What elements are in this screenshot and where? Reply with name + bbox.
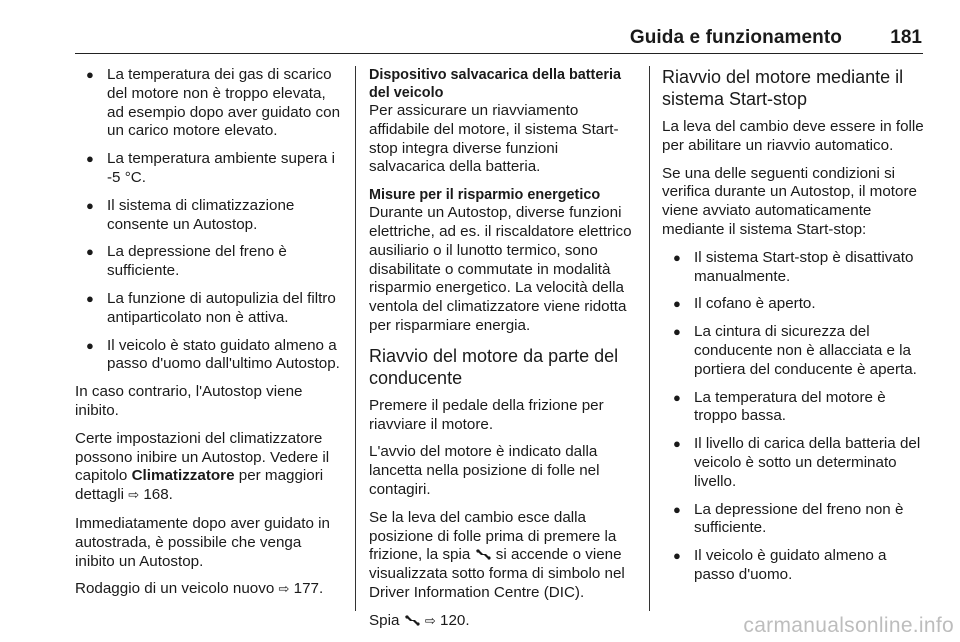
list-item: ● Il sistema Start-stop è disattivato manualmente.: [673, 248, 914, 285]
list-item: ● La temperatura del motore è troppo bassa.: [673, 388, 886, 425]
list-item: ● La temperatura dei gas di scarico del motore non è troppo elevata, ad esempio dopo aver guidato con un carico motore elevato.: [86, 66, 341, 140]
list-item: ● Il sistema di climatizzazione consente un Autostop.: [86, 196, 295, 233]
column-3: [662, 66, 928, 594]
paragraph: Per assicurare un riavviamento affidabile del motore, il sistema Start-stop integra diverse funzioni salvacarica della batteria.: [369, 102, 619, 176]
paragraph: La leva del cambio deve essere in folle per abilitare un riavvio automatico.: [662, 118, 924, 154]
page-reference-link[interactable]: 168.: [143, 486, 173, 504]
subheading: Dispositivo salvacarica della batteria del veicolo: [369, 67, 621, 101]
bullet-icon: ●: [673, 501, 681, 517]
page-reference-arrow-icon: ⇨: [424, 613, 436, 629]
list-item: ● Il veicolo è guidato almeno a passo d'uomo.: [673, 547, 887, 583]
watermark: carmanualsonline.info: [743, 614, 954, 637]
list-item: ● Il cofano è aperto.: [673, 295, 816, 313]
bullet-list: [662, 249, 928, 585]
bullet-icon: ●: [673, 296, 681, 312]
list-item: ● La temperatura ambiente supera i -5 °C.: [86, 150, 335, 186]
bullet-icon: ●: [673, 389, 681, 405]
column-2: [369, 66, 633, 641]
bullet-icon: ●: [86, 151, 94, 167]
page-reference-arrow-icon: ⇨: [278, 582, 290, 598]
header-rule: [75, 53, 923, 54]
page-number: 181: [890, 27, 922, 48]
bullet-icon: ●: [86, 290, 94, 306]
gearshift-indicator-icon: [475, 548, 492, 560]
page-reference-arrow-icon: ⇨: [128, 488, 140, 504]
list-item: ● Il livello di carica della batteria del veicolo è sotto un determinato livello.: [673, 435, 921, 490]
list-item: ● La depressione del freno è sufficiente.: [86, 243, 287, 280]
paragraph: Se una delle seguenti condizioni si verifica durante un Autostop, il motore viene avviato automaticamente mediante il sistema Start-stop:: [662, 164, 917, 238]
bullet-icon: ●: [86, 337, 94, 353]
bullet-icon: ●: [673, 249, 681, 265]
list-item: ● La funzione di autopulizia del filtro antiparticolato non è attiva.: [86, 289, 336, 326]
section-heading: Riavvio del motore mediante il sistema Start-stop: [662, 67, 904, 109]
paragraph: Premere il pedale della frizione per riavviare il motore.: [369, 396, 604, 433]
page-reference-link[interactable]: 120.: [440, 611, 470, 629]
paragraph: L'avvio del motore è indicato dalla lancetta nella posizione di folle nel contagiri.: [369, 443, 600, 498]
subheading: Misure per il risparmio energetico: [369, 187, 601, 204]
bullet-list: [75, 66, 343, 374]
column-1: [75, 66, 343, 609]
list-item: ● La cintura di sicurezza del conducente non è allacciata e la portiera del conducente è aperta.: [673, 323, 917, 378]
paragraph: In caso contrario, l'Autostop viene inibito.: [75, 383, 303, 419]
page-reference-link[interactable]: 177.: [293, 580, 324, 598]
paragraph: Certe impostazioni del climatizzatore possono inibire un Autostop. Vedere il capitolo Climatizzatore per maggiori dettagli ⇨ 168.: [75, 429, 330, 504]
bullet-icon: ●: [86, 244, 94, 260]
paragraph: Durante un Autostop, diverse funzioni elettriche, ad es. il riscaldatore elettrico ausiliario o il lunotto termico, sono disabilitate o commutate in modalità risparmio energetico. La velocità della ventola del climatizzatore viene ridotta per risparmiare energia.: [369, 204, 632, 334]
bullet-icon: ●: [86, 67, 94, 82]
paragraph: Spia ⇨ 120.: [369, 611, 470, 629]
list-item: ● La depressione del freno non è sufficiente.: [673, 500, 904, 537]
section-heading: Riavvio del motore da parte del conducente: [369, 345, 619, 388]
header-title: Guida e funzionamento: [629, 27, 842, 48]
bullet-icon: ●: [86, 197, 94, 213]
bullet-icon: ●: [673, 436, 681, 452]
bullet-icon: ●: [673, 548, 681, 564]
paragraph: Rodaggio di un veicolo nuovo ⇨ 177.: [75, 580, 324, 598]
paragraph: Immediatamente dopo aver guidato in autostrada, è possibile che venga inibito un Autostop.: [75, 514, 330, 570]
paragraph: Se la leva del cambio esce dalla posizione di folle prima di premere la frizione, la spia si accende o viene visualizzata sotto forma di simbolo nel Driver Information Centre (DIC).: [369, 508, 625, 601]
list-item: ● Il veicolo è stato guidato almeno a passo d'uomo dall'ultimo Autostop.: [86, 336, 340, 373]
gearshift-indicator-icon: [404, 614, 421, 626]
column-divider: [649, 66, 650, 611]
bullet-icon: ●: [673, 324, 681, 340]
column-divider: [355, 66, 356, 611]
cross-reference-link[interactable]: Climatizzatore: [131, 467, 235, 485]
